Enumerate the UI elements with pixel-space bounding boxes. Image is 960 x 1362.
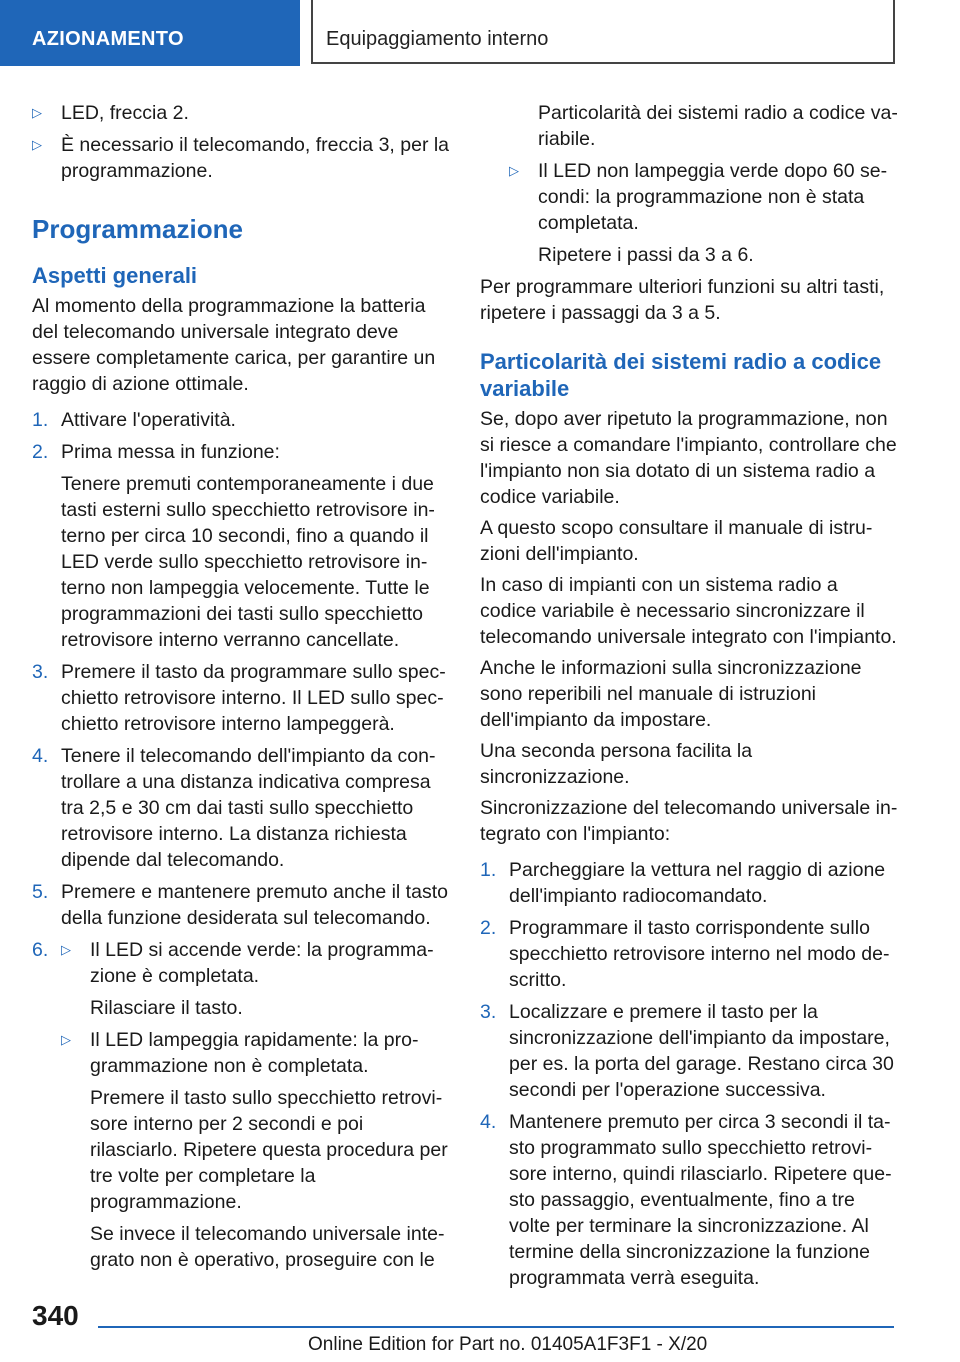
- chapter-title: Equipaggiamento interno: [311, 0, 895, 64]
- step-item: 4. Mantenere premuto per circa 3 secondi il tasto programmato sullo specchietto retrovisore interno, quindi rilasciarlo. Ripetere questo passaggio, eventualmente, fino a tre volte per terminare la sincronizzazione. Al termine della sincronizzazione la funzione programmata verrà eseguita.: [480, 1111, 892, 1289]
- triangle-bullet-icon: ▷: [32, 137, 42, 152]
- paragraph: Una seconda persona facilita la sincronizzazione.: [480, 740, 753, 788]
- step-number: 5.: [32, 881, 49, 903]
- sub-bullet: ▷ Il LED si accende verde: la programmazione è completata.: [61, 939, 434, 987]
- sub-continuation: Se invece il telecomando universale integrato non è operativo, proseguire con le: [90, 1223, 445, 1271]
- sub-bullet: ▷ Il LED non lampeggia verde dopo 60 secondi: la programmazione non è stata completata.: [509, 160, 888, 234]
- sub-continuation: Rilasciare il tasto.: [90, 997, 243, 1019]
- section-heading: Programmazione: [32, 214, 243, 244]
- triangle-bullet-icon: ▷: [509, 163, 519, 178]
- subsection-heading: Aspetti generali: [32, 263, 198, 288]
- step-number: 2.: [32, 441, 49, 463]
- step-item: 1. Attivare l'operatività.: [32, 409, 236, 431]
- footer-divider: [98, 1326, 894, 1328]
- step-number: 3.: [480, 1001, 497, 1023]
- paragraph: Anche le informazioni sulla sincronizzazione sono reperibili nel manuale di istruzioni dell'impianto da impostare.: [480, 657, 862, 731]
- step-number: 4.: [480, 1111, 497, 1133]
- step-number: 2.: [480, 917, 497, 939]
- step-number: 1.: [480, 859, 497, 881]
- edition-note: Online Edition for Part no. 01405A1F3F1 - X/20: [308, 1334, 708, 1355]
- step-item: 5. Premere e mantenere premuto anche il tasto della funzione desiderata sul telecomando.: [32, 881, 448, 929]
- step-item: 4. Tenere il telecomando dell'impianto da controllare a una distanza indicativa compresa tra 2,5 e 30 cm dai tasti sullo specchietto retrovisore interno. La distanza richiesta dipende dal telecomando.: [32, 745, 436, 871]
- list-item: ▷ LED, freccia 2.: [32, 102, 189, 124]
- step-item: [32, 937, 450, 989]
- section-tab[interactable]: AZIONAMENTO: [0, 0, 300, 66]
- step-item: 2. Prima messa in funzione:: [32, 441, 280, 463]
- sub-continuation: Particolarità dei sistemi radio a codice variabile.: [538, 102, 898, 150]
- sub-bullet: ▷ Il LED lampeggia rapidamente: la programmazione non è completata.: [61, 1029, 419, 1077]
- paragraph: Per programmare ulteriori funzioni su altri tasti, ripetere i passaggi da 3 a 5.: [480, 276, 885, 324]
- triangle-bullet-icon: ▷: [61, 942, 71, 957]
- step-item: 3. Premere il tasto da programmare sullo specchietto retrovisore interno. Il LED sullo specchietto retrovisore interno lampeggerà.: [32, 661, 446, 735]
- triangle-bullet-icon: ▷: [32, 105, 42, 120]
- step-number: 4.: [32, 745, 49, 767]
- step-number: 6.: [32, 939, 49, 961]
- step-number: 3.: [32, 661, 49, 683]
- paragraph: Al momento della programmazione la batteria del telecomando universale integrato deve essere completamente carica, per garantire un raggio di azione ottimale.: [32, 295, 436, 395]
- step-item: 2. Programmare il tasto corrispondente sullo specchietto retrovisore interno nel modo descritto.: [480, 917, 890, 991]
- step-continuation: Tenere premuti contemporaneamente i due tasti esterni sullo specchietto retrovisore interno per circa 10 secondi, fino a quando il LED verde sullo specchietto retrovisore interno non lampeggia velocemente. Tutte le programmazioni dei tasti sullo specchietto retrovisore interno verranno cancellate.: [61, 473, 435, 651]
- right-column: [480, 100, 898, 1297]
- paragraph: Se, dopo aver ripetuto la programmazione, non si riesce a comandare l'impianto, controllare che l'impianto non sia dotato di un sistema radio a codice variabile.: [480, 408, 897, 508]
- paragraph: A questo scopo consultare il manuale di istruzioni dell'impianto.: [480, 517, 873, 565]
- step-item: 1. Parcheggiare la vettura nel raggio di azione dell'impianto radiocomandato.: [480, 859, 886, 907]
- sub-continuation: Ripetere i passi da 3 a 6.: [538, 244, 754, 266]
- sub-continuation: Premere il tasto sullo specchietto retrovisore interno per 2 secondi e poi rilasciarlo. Ripetere questa procedura per tre volte per completare la programmazione.: [90, 1087, 448, 1213]
- left-column: [32, 100, 450, 1279]
- step-item: 3. Localizzare e premere il tasto per la sincronizzazione dell'impianto da impostare, per es. la porta del garage. Restano circa 30 secondi per l'operazione successiva.: [480, 1001, 894, 1101]
- paragraph: In caso di impianti con un sistema radio a codice variabile è necessario sincronizzare il telecomando universale integrato con l'impianto.: [480, 574, 897, 648]
- subsection-heading: Particolarità dei sistemi radio a codice variabile: [480, 349, 882, 401]
- paragraph: Sincronizzazione del telecomando universale integrato con l'impianto:: [480, 797, 898, 845]
- step-number: 1.: [32, 409, 49, 431]
- triangle-bullet-icon: ▷: [61, 1032, 71, 1047]
- page-number: 340: [32, 1300, 79, 1331]
- list-item: ▷ È necessario il telecomando, freccia 3, per la programmazione.: [32, 134, 450, 182]
